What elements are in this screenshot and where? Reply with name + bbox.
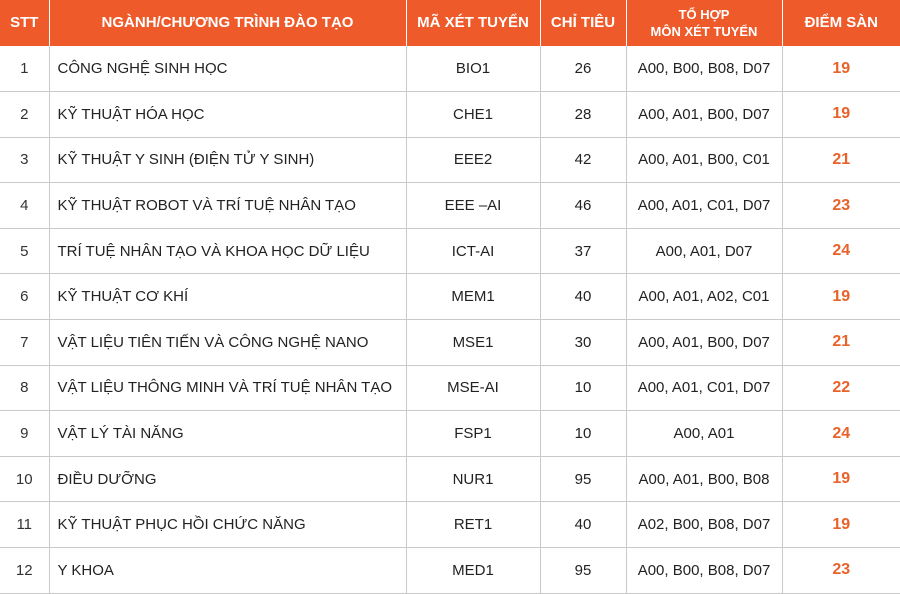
cell-code: RET1 — [406, 502, 540, 548]
cell-score: 21 — [782, 137, 900, 183]
cell-quota: 46 — [540, 183, 626, 229]
cell-score: 21 — [782, 320, 900, 366]
cell-code: MED1 — [406, 548, 540, 594]
cell-stt: 10 — [0, 456, 49, 502]
cell-combo: A00, A01 — [626, 411, 782, 457]
cell-code: NUR1 — [406, 456, 540, 502]
header-score: ĐIỂM SÀN — [782, 0, 900, 46]
cell-quota: 30 — [540, 320, 626, 366]
cell-stt: 8 — [0, 365, 49, 411]
cell-code: BIO1 — [406, 46, 540, 92]
cell-quota: 37 — [540, 228, 626, 274]
table-header — [0, 0, 900, 46]
cell-code: FSP1 — [406, 411, 540, 457]
cell-stt: 2 — [0, 92, 49, 138]
cell-quota: 95 — [540, 548, 626, 594]
cell-program: Y KHOA — [49, 548, 406, 594]
cell-code: EEE –AI — [406, 183, 540, 229]
table-row — [0, 320, 900, 366]
header-code: MÃ XÉT TUYỂN — [406, 0, 540, 46]
cell-quota: 10 — [540, 365, 626, 411]
cell-combo: A00, A01, B00, B08 — [626, 456, 782, 502]
cell-score: 19 — [782, 274, 900, 320]
cell-stt: 12 — [0, 548, 49, 594]
header-combo-line2: MÔN XÉT TUYỂN — [650, 24, 758, 39]
cell-program: KỸ THUẬT ROBOT VÀ TRÍ TUỆ NHÂN TẠO — [49, 183, 406, 229]
cell-stt: 1 — [0, 46, 49, 92]
cell-stt: 6 — [0, 274, 49, 320]
cell-quota: 40 — [540, 274, 626, 320]
cell-program: VẬT LIỆU THÔNG MINH VÀ TRÍ TUỆ NHÂN TẠO — [49, 365, 406, 411]
cell-stt: 4 — [0, 183, 49, 229]
cell-stt: 11 — [0, 502, 49, 548]
cell-combo: A00, B00, B08, D07 — [626, 46, 782, 92]
cell-combo: A00, A01, C01, D07 — [626, 365, 782, 411]
cell-program: VẬT LÝ TÀI NĂNG — [49, 411, 406, 457]
cell-score: 23 — [782, 548, 900, 594]
cell-combo: A02, B00, B08, D07 — [626, 502, 782, 548]
cell-combo: A00, A01, B00, D07 — [626, 320, 782, 366]
cell-quota: 28 — [540, 92, 626, 138]
cell-quota: 95 — [540, 456, 626, 502]
table-row — [0, 46, 900, 92]
cell-code: MSE-AI — [406, 365, 540, 411]
header-program: NGÀNH/CHƯƠNG TRÌNH ĐÀO TẠO — [49, 0, 406, 46]
header-quota: CHỈ TIÊU — [540, 0, 626, 46]
cell-code: CHE1 — [406, 92, 540, 138]
cell-stt: 3 — [0, 137, 49, 183]
cell-quota: 26 — [540, 46, 626, 92]
table-row — [0, 502, 900, 548]
table-row — [0, 411, 900, 457]
cell-code: MSE1 — [406, 320, 540, 366]
cell-combo: A00, B00, B08, D07 — [626, 548, 782, 594]
table-row — [0, 228, 900, 274]
table-row — [0, 274, 900, 320]
cell-code: MEM1 — [406, 274, 540, 320]
cell-program: ĐIỀU DƯỠNG — [49, 456, 406, 502]
cell-combo: A00, A01, D07 — [626, 228, 782, 274]
cell-stt: 7 — [0, 320, 49, 366]
table-row — [0, 183, 900, 229]
cell-quota: 10 — [540, 411, 626, 457]
header-combo-line1: TỔ HỢP — [678, 7, 730, 22]
cell-combo: A00, A01, B00, D07 — [626, 92, 782, 138]
table-row — [0, 365, 900, 411]
cell-combo: A00, A01, C01, D07 — [626, 183, 782, 229]
cell-score: 19 — [782, 456, 900, 502]
table-body — [0, 46, 900, 593]
cell-program: KỸ THUẬT PHỤC HỒI CHỨC NĂNG — [49, 502, 406, 548]
table-row — [0, 456, 900, 502]
cell-score: 22 — [782, 365, 900, 411]
table-row — [0, 137, 900, 183]
cell-quota: 42 — [540, 137, 626, 183]
cell-program: KỸ THUẬT HÓA HỌC — [49, 92, 406, 138]
cell-stt: 9 — [0, 411, 49, 457]
cell-score: 24 — [782, 411, 900, 457]
cell-combo: A00, A01, A02, C01 — [626, 274, 782, 320]
cell-score: 19 — [782, 502, 900, 548]
cell-code: EEE2 — [406, 137, 540, 183]
cell-program: KỸ THUẬT Y SINH (ĐIỆN TỬ Y SINH) — [49, 137, 406, 183]
cell-score: 19 — [782, 46, 900, 92]
cell-stt: 5 — [0, 228, 49, 274]
cell-program: TRÍ TUỆ NHÂN TẠO VÀ KHOA HỌC DỮ LIỆU — [49, 228, 406, 274]
cell-quota: 40 — [540, 502, 626, 548]
table-row — [0, 548, 900, 594]
cell-program: CÔNG NGHỆ SINH HỌC — [49, 46, 406, 92]
cell-program: KỸ THUẬT CƠ KHÍ — [49, 274, 406, 320]
header-stt: STT — [0, 0, 49, 46]
cell-score: 23 — [782, 183, 900, 229]
cell-program: VẬT LIỆU TIÊN TIẾN VÀ CÔNG NGHỆ NANO — [49, 320, 406, 366]
cell-code: ICT-AI — [406, 228, 540, 274]
cell-combo: A00, A01, B00, C01 — [626, 137, 782, 183]
cell-score: 24 — [782, 228, 900, 274]
header-combo — [626, 0, 782, 46]
cell-score: 19 — [782, 92, 900, 138]
header-row — [0, 0, 900, 46]
table-row — [0, 92, 900, 138]
